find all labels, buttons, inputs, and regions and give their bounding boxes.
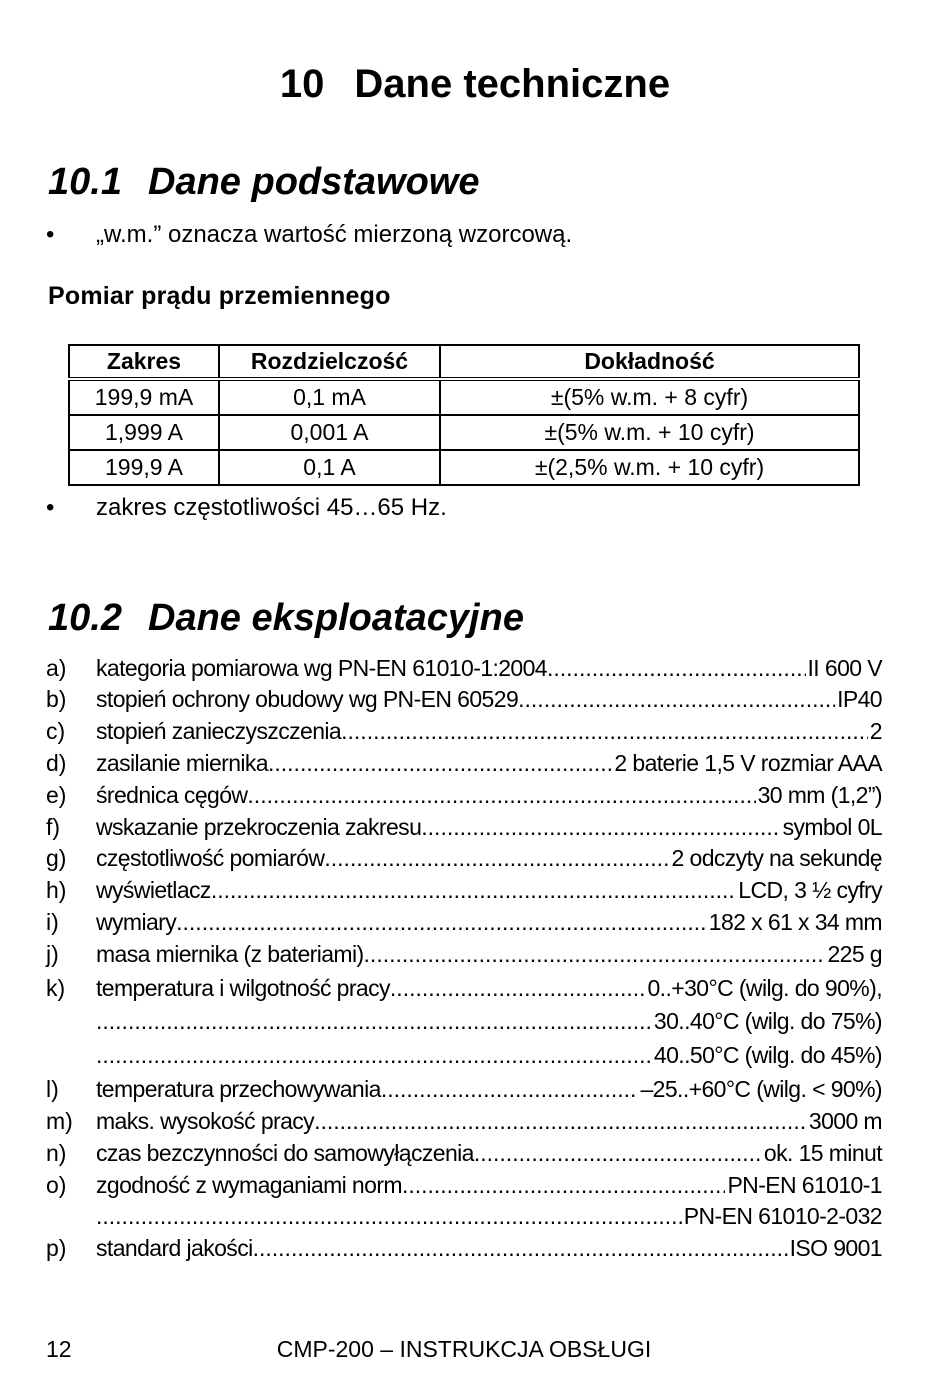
spec-name: czas bezczynności do samowyłączenia	[96, 1140, 474, 1166]
spec-row	[46, 875, 882, 905]
spec-value: ISO 9001	[789, 1235, 882, 1261]
spec-label: c)	[46, 718, 66, 744]
spec-name: wskazanie przekroczenia zakresu	[96, 814, 422, 840]
spec-name: kategoria pomiarowa wg PN-EN 61010-1:2004	[96, 655, 547, 681]
spec-name: zgodność z wymaganiami norm	[96, 1172, 402, 1198]
spec-row	[46, 1040, 882, 1070]
spec-label: h)	[46, 877, 67, 903]
dot-leader	[96, 1040, 652, 1070]
note-bullet	[46, 220, 572, 250]
spec-name: masa miernika (z bateriami)	[96, 941, 364, 967]
table-cell: ±(5% w.m. + 8 cyfr)	[440, 379, 859, 415]
spec-value: 30..40°C (wilg. do 75%)	[653, 1008, 882, 1034]
dot-leader	[314, 1106, 807, 1136]
spec-name: zasilanie miernika	[96, 750, 268, 776]
spec-value: 182 x 61 x 34 mm	[708, 909, 882, 935]
table-cell: ±(5% w.m. + 10 cyfr)	[440, 415, 859, 450]
bullet-icon: •	[46, 494, 55, 521]
spec-row	[46, 1006, 882, 1036]
dot-leader	[211, 875, 736, 905]
spec-row	[46, 1074, 882, 1104]
spec-value: –25..+60°C (wilg. < 90%)	[640, 1076, 882, 1102]
spec-value: symbol 0L	[782, 814, 882, 840]
spec-row	[46, 1106, 882, 1136]
frequency-bullet	[46, 493, 447, 523]
dot-leader	[96, 1201, 682, 1231]
dot-leader	[176, 907, 707, 937]
spec-label	[46, 1006, 96, 1036]
spec-label: j)	[46, 941, 59, 967]
table-header-cell: Dokładność	[440, 345, 859, 379]
spec-row	[46, 939, 882, 969]
spec-value: 2 baterie 1,5 V rozmiar AAA	[614, 750, 882, 776]
dot-leader	[341, 716, 868, 746]
spec-name: wymiary	[96, 909, 177, 935]
dot-leader	[268, 748, 612, 778]
spec-row	[46, 973, 882, 1003]
section-1-number: 10.1	[48, 161, 122, 203]
table-header-cell: Rozdzielczość	[219, 345, 440, 379]
chapter-title-text: Dane techniczne	[354, 62, 671, 106]
spec-label: k)	[46, 975, 66, 1001]
spec-row	[46, 1201, 882, 1231]
section-1-heading	[48, 158, 480, 206]
spec-row	[46, 1233, 882, 1263]
spec-value: 225 g	[827, 941, 882, 967]
table-header-row	[69, 345, 859, 379]
spec-value: 40..50°C (wilg. do 45%)	[653, 1042, 882, 1068]
spec-row	[46, 843, 882, 873]
table-cell: 1,999 A	[69, 415, 219, 450]
spec-value: 2 odczyty na sekundę	[671, 845, 882, 871]
spec-value: LCD, 3 ½ cyfry	[738, 877, 882, 903]
spec-name: temperatura i wilgotność pracy	[96, 975, 390, 1001]
table-row	[69, 379, 859, 415]
frequency-text: zakres częstotliwości 45…65 Hz.	[96, 494, 447, 521]
spec-label: p)	[46, 1235, 67, 1261]
spec-label: e)	[46, 782, 67, 808]
chapter-number: 10	[279, 62, 325, 106]
table-cell: 199,9 A	[69, 450, 219, 485]
page-number: 12	[46, 1336, 72, 1362]
spec-name: standard jakości	[96, 1235, 253, 1261]
dot-leader	[247, 780, 755, 810]
dot-leader	[364, 939, 826, 969]
spec-row	[46, 1138, 882, 1168]
table-cell: ±(2,5% w.m. + 10 cyfr)	[440, 450, 859, 485]
dot-leader	[390, 973, 646, 1003]
spec-value: 2	[869, 718, 882, 744]
table-cell: 0,001 A	[219, 415, 440, 450]
spec-name: stopień zanieczyszczenia	[96, 718, 342, 744]
spec-label: a)	[46, 655, 67, 681]
spec-row	[46, 748, 882, 778]
spec-label: n)	[46, 1140, 67, 1166]
dot-leader	[402, 1170, 726, 1200]
spec-name: stopień ochrony obudowy wg PN-EN 60529	[96, 686, 519, 712]
spec-value: 30 mm (1,2”)	[757, 782, 882, 808]
measurement-table	[68, 344, 860, 486]
spec-row	[46, 684, 882, 714]
spec-value: PN-EN 61010-2-032	[683, 1203, 882, 1229]
section-2-number: 10.2	[48, 597, 122, 639]
spec-name: temperatura przechowywania	[96, 1076, 381, 1102]
section-1-title: Dane podstawowe	[148, 161, 480, 203]
dot-leader	[381, 1074, 639, 1104]
chapter-title	[0, 58, 950, 110]
spec-row	[46, 1170, 882, 1200]
spec-name: średnica cęgów	[96, 782, 248, 808]
spec-label: m)	[46, 1108, 73, 1134]
spec-label: f)	[46, 814, 61, 840]
spec-value: PN-EN 61010-1	[727, 1172, 882, 1198]
spec-value: 0..+30°C (wilg. do 90%),	[647, 975, 882, 1001]
spec-name: maks. wysokość pracy	[96, 1108, 315, 1134]
table-row	[69, 415, 859, 450]
spec-value: ok. 15 minut	[763, 1140, 882, 1166]
spec-row	[46, 780, 882, 810]
spec-label: g)	[46, 845, 67, 871]
subheading: Pomiar prądu przemiennego	[48, 282, 391, 310]
dot-leader	[547, 653, 806, 683]
footer-title: CMP-200 – INSTRUKCJA OBSŁUGI	[276, 1336, 652, 1362]
section-2-heading	[48, 594, 524, 642]
spec-row	[46, 716, 882, 746]
dot-leader	[421, 812, 780, 842]
spec-name: wyświetlacz	[96, 877, 211, 903]
spec-label: b)	[46, 686, 67, 712]
section-2-title: Dane eksploatacyjne	[148, 597, 524, 639]
table-cell: 0,1 mA	[219, 379, 440, 415]
dot-leader	[253, 1233, 788, 1263]
table-cell: 199,9 mA	[69, 379, 219, 415]
spec-row	[46, 653, 882, 683]
spec-label: i)	[46, 909, 59, 935]
spec-name: częstotliwość pomiarów	[96, 845, 325, 871]
dot-leader	[518, 684, 835, 714]
dot-leader	[96, 1006, 652, 1036]
spec-label: o)	[46, 1172, 67, 1198]
bullet-icon: •	[46, 221, 55, 248]
spec-label: l)	[46, 1076, 59, 1102]
dot-leader	[324, 843, 669, 873]
spec-label	[46, 1040, 96, 1070]
spec-row	[46, 907, 882, 937]
spec-label: d)	[46, 750, 67, 776]
note-text: „w.m.” oznacza wartość mierzoną wzorcową.	[96, 221, 573, 248]
spec-value: II 600 V	[807, 655, 882, 681]
spec-value: 3000 m	[808, 1108, 882, 1134]
spec-label	[46, 1201, 96, 1231]
dot-leader	[474, 1138, 762, 1168]
table-header-cell: Zakres	[69, 345, 219, 379]
table-cell: 0,1 A	[219, 450, 440, 485]
table-row	[69, 450, 859, 485]
spec-row	[46, 812, 882, 842]
spec-value: IP40	[837, 686, 882, 712]
